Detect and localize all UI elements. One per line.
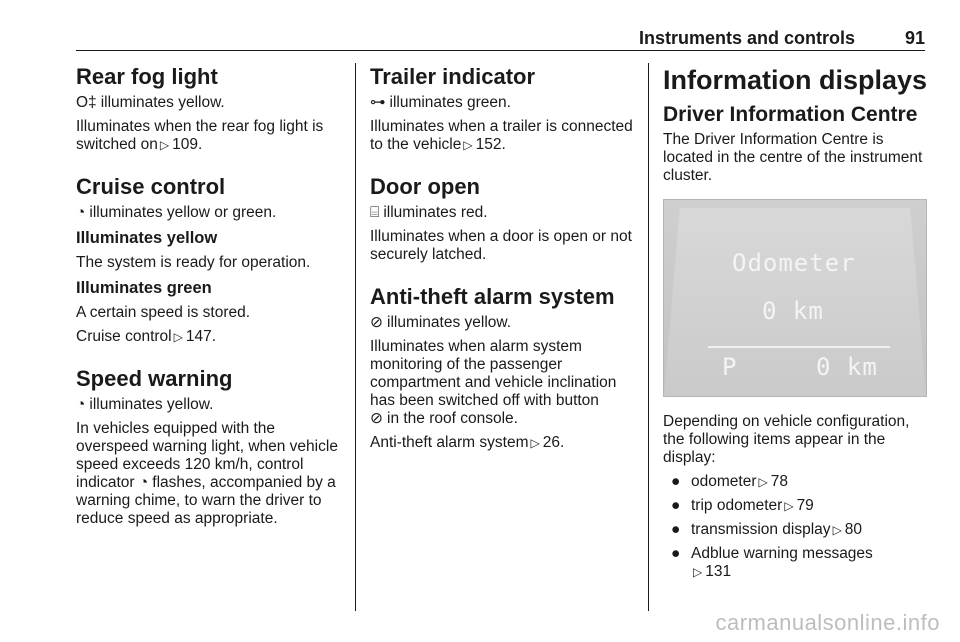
rear-fog-ref[interactable]: 109. <box>172 136 203 153</box>
dic-heading: Driver Information Centre <box>663 103 918 126</box>
cruise-icon-line: ◔ illuminates yellow or green. <box>76 204 277 221</box>
rear-fog-heading: Rear fog light <box>76 64 218 89</box>
display-items-list <box>663 473 929 581</box>
alarm-icon: ⊘ <box>370 314 383 331</box>
dic-display-image <box>663 199 927 397</box>
trailer-icon-line: ⊶ illuminates green. <box>370 94 511 111</box>
alarm-ref[interactable]: 26. <box>542 434 565 451</box>
cruise-control-icon: ◔ <box>76 204 86 221</box>
cruise-sub-green: Illuminates green <box>76 279 212 297</box>
reference-arrow-icon: ▷ <box>758 475 768 489</box>
reference-arrow-icon: ▷ <box>463 138 473 152</box>
alarm-ref-line: Anti-theft alarm system ▷ 26. <box>370 434 565 451</box>
speed-warning-icon: ◔ <box>138 474 149 491</box>
reference-arrow-icon: ▷ <box>159 138 170 152</box>
alarm-icon-line: ⊘ illuminates yellow. <box>370 314 512 331</box>
cruise-green-body: A certain speed is stored. <box>76 304 251 321</box>
alarm-body: Illuminates when alarm system monitoring of the passenger compartment and vehicle inclination has been switched off with button ⊘ in the roof console. <box>370 338 617 427</box>
column-2 <box>370 64 638 458</box>
cruise-sub-yellow: Illuminates yellow <box>76 229 218 247</box>
header-title: Instruments and controls <box>638 28 855 48</box>
trailer-ref[interactable]: 152. <box>475 136 506 153</box>
dic-intro: The Driver Information Centre is located in the centre of the instrument cluster. <box>663 131 923 184</box>
cruise-yellow-body: The system is ready for operation. <box>76 254 311 271</box>
list-item: ● odometer ▷ 78 <box>671 473 788 490</box>
display-value: 0 km <box>762 297 824 325</box>
door-open-icon: ⌸ <box>370 204 380 221</box>
page-header <box>76 28 925 51</box>
alarm-icon: ⊘ <box>370 410 383 427</box>
watermark: carmanualsonline.info <box>715 610 940 635</box>
cruise-ref-line: Cruise control ▷ 147. <box>76 328 217 345</box>
reference-arrow-icon: ▷ <box>530 436 540 450</box>
display-title: Odometer <box>732 249 856 277</box>
speed-warning-icon: ◔ <box>76 396 86 413</box>
column-1 <box>76 64 344 534</box>
door-heading: Door open <box>370 174 480 199</box>
trailer-body: Illuminates when a trailer is connected to the vehicle ▷ 152. <box>370 118 633 153</box>
column-divider <box>648 63 649 611</box>
reference-arrow-icon: ▷ <box>173 330 183 344</box>
rear-fog-icon-line: O‡ illuminates yellow. <box>76 94 225 111</box>
reference-arrow-icon: ▷ <box>784 499 794 513</box>
rear-fog-body: Illuminates when the rear fog light is switched on ▷ 109. <box>76 118 324 153</box>
speed-heading: Speed warning <box>76 366 233 391</box>
list-intro: Depending on vehicle configuration, the following items appear in the display: <box>663 413 910 466</box>
reference-arrow-icon: ▷ <box>832 523 842 537</box>
list-item: ● trip odometer ▷ 79 <box>671 497 814 514</box>
alarm-heading: Anti-theft alarm system <box>370 284 615 309</box>
display-gear: P <box>722 353 738 381</box>
page-number: 91 <box>904 28 925 48</box>
door-icon-line: ⌸ illuminates red. <box>370 204 488 221</box>
list-item: ● transmission display ▷ 80 <box>671 521 863 538</box>
info-displays-heading: Information displays <box>663 65 928 95</box>
column-divider <box>355 63 356 611</box>
reference-arrow-icon: ▷ <box>693 565 703 579</box>
cruise-heading: Cruise control <box>76 174 226 199</box>
rear-fog-icon: O‡ <box>76 94 97 111</box>
trailer-icon: ⊶ <box>370 94 386 111</box>
list-item: ● Adblue warning messages ▷ 131 <box>671 545 873 580</box>
column-3 <box>663 64 929 587</box>
door-body: Illuminates when a door is open or not securely latched. <box>370 228 632 263</box>
trailer-heading: Trailer indicator <box>370 64 536 89</box>
speed-icon-line: ◔ illuminates yellow. <box>76 396 214 413</box>
cruise-ref[interactable]: 147. <box>185 328 217 345</box>
display-trip: 0 km <box>816 353 878 381</box>
speed-body: In vehicles equipped with the overspeed warning light, when vehicle speed exceeds 120 km/h, control indicator ◔ flashes, accompanied by a warning chime, to warn the driver to reduce speed as appropriate. <box>76 420 338 527</box>
